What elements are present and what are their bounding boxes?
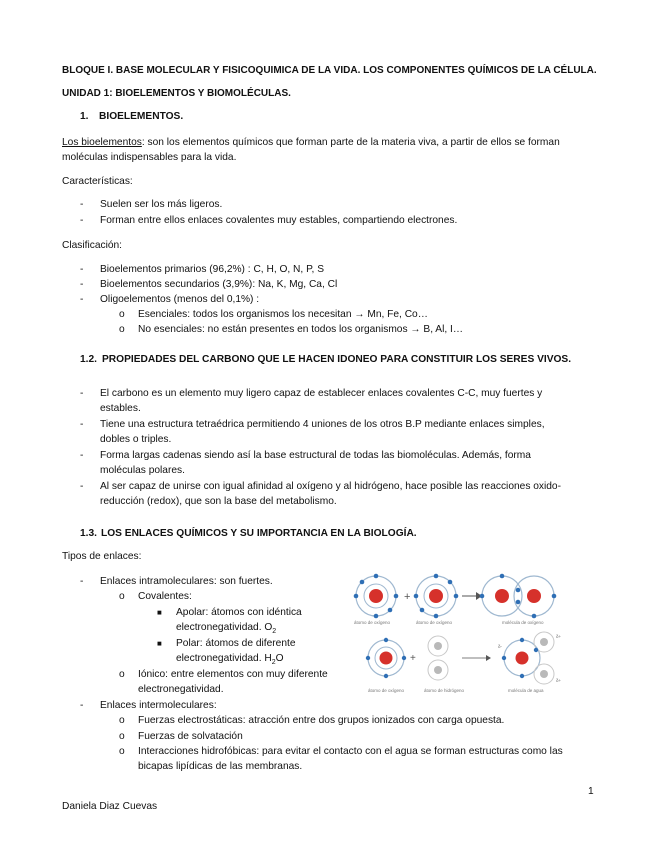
figure-label: átomo de oxígeno — [416, 620, 453, 625]
polar-text-end: O — [275, 653, 284, 664]
bullet-o: o — [119, 309, 125, 320]
section-1-number: 1. — [80, 111, 89, 122]
section-1-title: BIOELEMENTOS. — [99, 111, 184, 122]
bullet-o: o — [119, 669, 125, 680]
bullet-dash: - — [80, 419, 84, 430]
bullet-dash: - — [80, 215, 84, 226]
carbon-item-line: estables. — [100, 403, 141, 414]
oxygen-atom — [366, 638, 406, 678]
charge-label: δ+ — [556, 634, 562, 639]
figure-label: átomo de oxígeno — [354, 620, 391, 625]
carbon-item-line: Forma largas cadenas siendo así la base estructural de todas las biomoléculas. Además, forma — [100, 450, 531, 461]
ionic-line-2: electronegatividad. — [138, 684, 224, 695]
bullet-dash: - — [80, 388, 84, 399]
bullet-o: o — [119, 715, 125, 726]
bullet-dash: - — [80, 294, 84, 305]
figure-label: átomo de oxígeno — [368, 688, 405, 693]
covalent-item: Covalentes: — [138, 591, 192, 602]
water-molecule — [502, 632, 554, 684]
unit-title: UNIDAD 1: BIOELEMENTOS Y BIOMOLÉCULAS. — [62, 88, 291, 99]
bullet-dash: - — [80, 481, 84, 492]
bullet-dash: - — [80, 279, 84, 290]
section-12-number: 1.2. — [80, 354, 97, 365]
section-12-title: PROPIEDADES DEL CARBONO QUE LE HACEN IDONEO PARA CONSTITUIR LOS SERES VIVOS. — [102, 354, 572, 365]
apolar-text: electronegatividad. O — [176, 622, 273, 633]
bullet-dash: - — [80, 450, 84, 461]
bullet-o: o — [119, 591, 125, 602]
apolar-subscript: 2 — [272, 628, 277, 636]
plus-sign: + — [410, 653, 416, 664]
bullet-o: o — [119, 746, 125, 757]
classification-item: Bioelementos primarios (96,2%) : C, H, O, N, P, S — [100, 264, 325, 275]
figure-label: átomo de hidrógeno — [424, 688, 465, 693]
classification-item: Bioelementos secundarios (3,9%): Na, K, Mg, Ca, Cl — [100, 279, 338, 290]
polar-line-1: Polar: átomos de diferente — [176, 638, 296, 649]
types-label: Tipos de enlaces: — [62, 551, 142, 562]
carbon-item-line: dobles o triples. — [100, 434, 172, 445]
bullet-square: ■ — [157, 639, 162, 648]
feature-item: Suelen ser los más ligeros. — [100, 199, 223, 210]
figure-label: molécula de agua — [508, 688, 544, 693]
definition-line-1 — [62, 135, 560, 150]
section-13-number: 1.3. — [80, 528, 97, 539]
author-name: Daniela Diaz Cuevas — [62, 801, 158, 812]
page-number: 1 — [588, 786, 594, 797]
carbon-item-line: reducción (redox), que son la base del metabolismo. — [100, 496, 337, 507]
intermolecular-force: Interacciones hidrofóbicas: para evitar el contacto con el agua se forman estructuras como las — [138, 746, 563, 757]
bullet-o: o — [119, 324, 125, 335]
intermolecular-force: Fuerzas de solvatación — [138, 731, 243, 742]
carbon-item-line: Al ser capaz de unirse con igual afinidad al oxígeno y al hidrógeno, hace posible las reacciones oxido- — [100, 481, 561, 492]
section-13-title: LOS ENLACES QUÍMICOS Y SU IMPORTANCIA EN LA BIOLOGÍA. — [101, 528, 417, 539]
classification-item: Oligoelementos (menos del 0,1%) : — [100, 294, 260, 305]
plus-sign: + — [404, 591, 411, 603]
bullet-dash: - — [80, 199, 84, 210]
bullet-o: o — [119, 731, 125, 742]
carbon-item-line: moléculas polares. — [100, 465, 185, 476]
oligo-item: Esenciales: todos los organismos los necesitan → Mn, Fe, Co… — [138, 309, 428, 320]
figure-label: molécula de oxígeno — [502, 620, 544, 625]
carbon-item-line: El carbono es un elemento muy ligero capaz de establecer enlaces covalentes C-C, muy fuertes y — [100, 388, 543, 399]
oxygen-atom — [414, 574, 459, 619]
intermolecular-item: Enlaces intermoleculares: — [100, 700, 217, 711]
charge-label: δ- — [498, 644, 503, 649]
arrow-icon — [462, 592, 482, 600]
bullet-dash: - — [80, 700, 84, 711]
apolar-line-1: Apolar: átomos con idéntica — [176, 607, 302, 618]
classification-label: Clasificación: — [62, 240, 123, 251]
carbon-item-line: Tiene una estructura tetraédrica permitiendo 4 uniones de los otros B.P mediante enlaces simples, — [100, 419, 545, 430]
oligo-item: No esenciales: no están presentes en todos los organismos → B, Al, I… — [138, 324, 464, 335]
definition-line-2: moléculas indispensables para la vida. — [62, 152, 237, 163]
hydrogen-atom — [428, 636, 448, 680]
charge-label: δ+ — [556, 678, 562, 683]
oxygen-molecule — [480, 574, 557, 619]
definition-term: Los bioelementos — [62, 137, 142, 148]
polar-line-2 — [176, 651, 284, 666]
intramolecular-item: Enlaces intramoleculares: son fuertes. — [100, 576, 273, 587]
polar-subscript: 2 — [271, 659, 276, 667]
intermolecular-force: Fuerzas electrostáticas: atracción entre dos grupos ionizados con carga opuesta. — [138, 715, 505, 726]
bond-diagram — [352, 572, 592, 700]
bullet-square: ■ — [157, 608, 162, 617]
features-label: Características: — [62, 176, 133, 187]
block-title: BLOQUE I. BASE MOLECULAR Y FISICOQUIMICA DE LA VIDA. LOS COMPONENTES QUÍMICOS DE LA CÉLULA. — [62, 65, 597, 76]
ionic-line-1: Iónico: entre elementos con muy diferente — [138, 669, 328, 680]
arrow-icon — [462, 655, 491, 661]
feature-item: Forman entre ellos enlaces covalentes muy estables, compartiendo electrones. — [100, 215, 458, 226]
polar-text: electronegatividad. H — [176, 653, 272, 664]
apolar-line-2 — [176, 620, 276, 635]
bullet-dash: - — [80, 264, 84, 275]
bullet-dash: - — [80, 576, 84, 587]
intermolecular-force: bicapas lipídicas de las membranas. — [138, 761, 303, 772]
oxygen-atom — [354, 574, 399, 619]
definition-text: : son los elementos químicos que forman parte de la materia viva, a partir de ellos se forman — [141, 137, 560, 148]
